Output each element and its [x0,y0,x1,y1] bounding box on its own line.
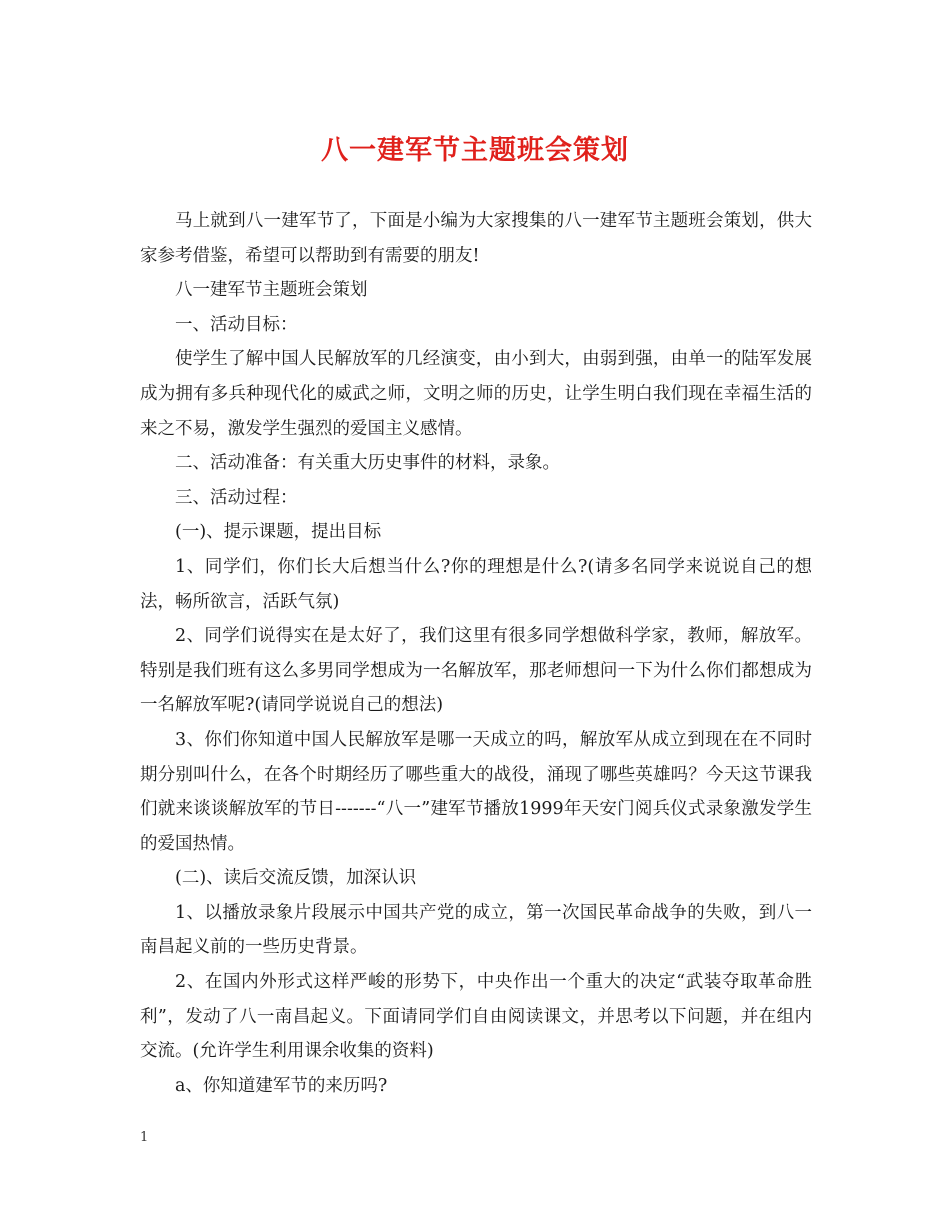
question-a: a、你知道建军节的来历吗? [175,1075,388,1096]
document-body [140,204,812,1103]
subsection-heading-2: (二)、读后交流反馈，加深认识 [175,868,417,889]
process-item-2: 2、同学们说得实在是太好了，我们这里有很多同学想做科学家，教师，解放军。特别是我们班有这么多男同学想成为一名解放军，那老师想问一下为什么你们都想成为一名解放军呢?(请同学说说自己的想法) [140,626,812,716]
subtitle-line: 八一建军节主题班会策划 [175,280,368,301]
intro-paragraph: 马上就到八一建军节了，下面是小编为大家搜集的八一建军节主题班会策划，供大家参考借鉴，希望可以帮助到有需要的朋友! [140,211,812,266]
process-item-1: 1、同学们，你们长大后想当什么?你的理想是什么?(请多名同学来说说自己的想法，畅所欲言，活跃气氛) [140,556,812,612]
section-heading-preparation: 二、活动准备：有关重大历史事件的材料，录象。 [175,453,560,474]
reading-item-2: 2、在国内外形式这样严峻的形势下，中央作出一个重大的决定“武装夺取革命胜利”，发动了八一南昌起义。下面请同学们自由阅读课文，并思考以下问题，并在组内交流。(允许学生利用课余收集的资料) [140,972,812,1062]
document-title: 八一建军节主题班会策划 [321,135,629,166]
page-number: 1 [140,1130,149,1145]
process-item-3: 3、你们你知道中国人民解放军是哪一天成立的吗，解放军从成立到现在在不同时期分别叫什么，在各个时期经历了哪些重大的战役，涌现了哪些英雄吗？今天这节课我们就来谈谈解放军的节日-------“八一”建军节播放1999年天安门阅兵仪式录象激发学生的爱国热情。 [140,729,812,854]
goals-paragraph: 使学生了解中国人民解放军的几经演变，由小到大，由弱到强，由单一的陆军发展成为拥有多兵种现代化的威武之师，文明之师的历史，让学生明白我们现在幸福生活的来之不易，激发学生强烈的爱国主义感情。 [140,349,812,439]
subsection-heading-1: (一)、提示课题，提出目标 [175,522,382,543]
reading-item-1: 1、以播放录象片段展示中国共产党的成立，第一次国民革命战争的失败，到八一南昌起义前的一些历史背景。 [140,902,812,958]
section-heading-goals: 一、活动目标： [175,314,298,335]
section-heading-process: 三、活动过程： [175,487,298,508]
